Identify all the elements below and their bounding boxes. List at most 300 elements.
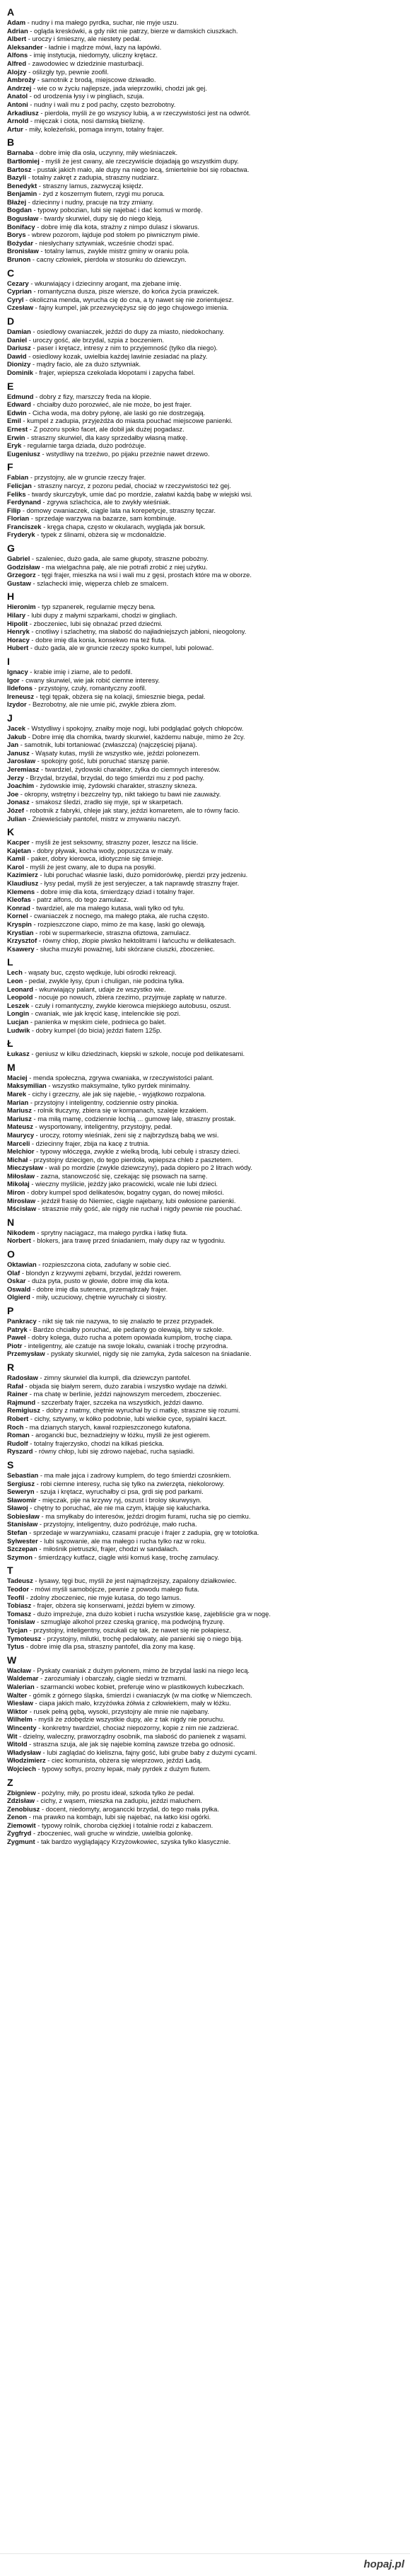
section-letter: D [7,315,15,327]
entry-description: mięczak, pije na krzywy ryj, oszust i broloy skurwysyn. [42,1495,202,1504]
entry-name: Tadeusz [7,1577,33,1585]
entry-name: Kornel [7,912,28,920]
entry-description: jeździł frasię do Niemiec, ciągle najebany, lubi owłosione panienki. [41,1196,236,1205]
letter-section [7,1061,403,1213]
entry-description: wąsaty buc, często wędkuje, lubi ośrodki rekreacji. [28,968,177,977]
name-entry [7,51,403,59]
name-entry [7,782,403,790]
entry-description: twardy skurczybyk, umie dać po mordzie, załatwi każdą babę w wiejski wsi. [31,489,253,498]
entry-name: Olgierd [7,1293,30,1301]
entry-separator: - [37,1373,45,1381]
entry-name: Karol [7,862,24,871]
entry-name: Maurycy [7,1130,35,1139]
entry-separator: - [34,1130,40,1139]
entry-separator: - [28,92,34,100]
section-letter: T [7,1565,13,1577]
entry-separator: - [29,838,36,847]
entry-name: Florian [7,514,30,523]
entry-name: Adrian [7,26,28,35]
entry-separator: - [29,635,36,644]
name-entry [7,506,403,515]
entry-description: szlachecki imię, więperza chleb ze smalcem. [37,579,169,587]
entry-name: Bogdan [7,206,32,214]
name-entry [7,636,403,644]
entry-description: uroczy i śmieszny, ale niestety pedał. [32,35,141,43]
entry-name: Mateusz [7,1122,33,1131]
entry-name: Mieczysław [7,1164,44,1172]
site-watermark[interactable]: hopaj.pl [363,2558,404,2570]
entry-description: pedał, zwykle łysy, ćpun i chuligan, nie podcina tylka. [28,977,184,985]
entry-name: Adam [7,18,26,26]
entry-description: wysportowany, inteligentny, przystojny, pedał. [39,1122,172,1131]
entry-name: Eugeniusz [7,449,40,458]
entry-description: myśli że zdobędzie wszystkie dupy, ale z tak nigdy nie poruchu. [38,1715,225,1724]
name-entry [7,620,403,628]
name-entry [7,1374,403,1382]
name-entry [7,125,403,134]
name-entry [7,287,403,296]
entry-name: Patryk [7,1325,28,1333]
entry-separator: - [38,1674,45,1683]
name-entry [7,1715,403,1724]
entry-separator: - [32,684,39,692]
entry-name: Felicjan [7,481,32,489]
entry-name: Dominik [7,368,33,376]
entry-separator: - [23,977,29,985]
entry-name: Hubert [7,644,29,652]
entry-separator: - [29,1180,36,1188]
letter-section [7,590,403,652]
entry-separator: - [23,862,30,871]
name-entry [7,43,403,52]
entry-separator: - [31,1609,37,1618]
entry-separator: - [28,1017,35,1026]
name-entry [7,92,403,100]
entry-description: przystojny i inteligentny, codziennie ostry pinokia. [34,1098,179,1106]
entry-name: Stefan [7,1528,28,1537]
entry-name: Teofil [7,1593,25,1601]
section-letter: H [7,591,15,603]
entry-name: Emil [7,417,21,425]
entry-name: Kajetan [7,846,31,854]
entry-name: Teodor [7,1585,30,1594]
entry-description: pierdoła, myśli że go wszyscy lubią, a w rzeczywistości jest na odwrót. [45,108,251,117]
entry-description: typowy rolnik, choroba ciężkiej i totalnie rodzi z kabaczem. [41,1821,213,1829]
name-entry [7,1504,403,1512]
name-entry [7,1601,403,1610]
entry-description: Wąsaty kutas, myśli że wszystko wie, jeździ polonezem. [35,748,201,757]
entry-name: Wilhelm [7,1715,33,1724]
name-entry [7,530,403,539]
entry-separator: - [36,1317,43,1325]
section-letter: A [7,6,15,18]
entry-separator: - [37,1520,44,1528]
entry-description: samotnik, lubi tortaniować (zwłaszcza) (najczęściej pijana). [24,741,197,749]
entry-name: Grzegorz [7,571,36,579]
name-entry [7,611,403,620]
entry-name: Albert [7,35,27,43]
entry-separator: - [37,871,45,879]
name-entry [7,1115,403,1123]
name-entry [7,327,403,336]
entry-description: typowy włóczęga, zwykle z wielką brodą, lubi cebulę i straszy dzieci. [40,1147,240,1156]
entry-name: Łukasz [7,1050,30,1058]
entry-name: Walter [7,1690,28,1699]
name-entry [7,1447,403,1456]
entry-name: Ziemowit [7,1821,36,1829]
entry-description: straszna szuja, ale jak się najebie komlną zawsze trzeba go odnosić. [33,1740,235,1748]
entry-description: Wstydliwy i spokojny, znałby moje nogi, lubi podglądać gołych chłopców. [31,724,244,732]
entry-name: Włodzimierz [7,1756,46,1765]
entry-description: geniusz w kilku dziedzinach, kiepski w szkole, nocuje pod delikatesami. [35,1050,245,1058]
entry-separator: - [25,854,31,863]
entry-separator: - [30,1026,36,1034]
letter-section [7,6,403,133]
entry-separator: - [33,368,40,376]
entry-description: zawodowiec w dziedzinie masturbacji. [32,59,144,67]
entry-name: Julian [7,814,27,823]
name-entry [7,1205,403,1213]
name-entry [7,1131,403,1139]
entry-description: dzielny, waleczny, praworządny osobnik, ma słabość do panienek z wąsami. [23,1731,247,1740]
name-entry [7,450,403,458]
entry-name: Anatol [7,92,28,100]
entry-separator: - [28,117,35,125]
name-entry [7,1748,403,1757]
entry-name: Jan [7,741,19,749]
entry-separator: - [35,1838,41,1846]
entry-separator: - [26,59,33,67]
name-entry [7,434,403,442]
entry-name: Stanisław [7,1520,38,1528]
entry-name: Tymoteusz [7,1634,42,1642]
entry-name: Pankracy [7,1317,37,1325]
name-entry [7,1180,403,1188]
entry-separator: - [23,295,30,303]
entry-name: Brunon [7,255,31,264]
entry-description: cacny człowiek, pierdoła w stosunku do dziewczyn. [36,255,187,264]
name-entry [7,1277,403,1285]
entry-description: rolnik tłuczyny, zbiera się w kompanach, szaleje krzakiem. [37,1106,209,1115]
entry-name: Olaf [7,1268,20,1277]
entry-separator: - [28,1504,35,1512]
entry-separator: - [28,26,35,35]
entry-name: Bronisław [7,247,39,255]
name-entry [7,1018,403,1026]
entry-name: Władysław [7,1748,41,1756]
entry-name: Bogusław [7,214,39,223]
entry-description: cichy, z wąsem, mieszka na zadupiu, jeździ maluchem. [40,1797,202,1805]
entry-description: wstydliwy na trzeźwo, po pijaku przeżnie nawet drzewo. [46,449,210,458]
entry-name: Norbert [7,1236,31,1245]
entry-description: spokojny gość, lubi poruchać starszę panie. [41,757,170,765]
name-entry [7,214,403,223]
name-entry [7,239,403,248]
entry-separator: - [26,408,33,417]
entry-separator: - [32,1715,39,1724]
entry-separator: - [29,1009,35,1018]
entry-description: cichy, sztywny, w kółko podobnie, lubi wielkie cyce, sypialni kaczt. [34,1414,227,1422]
name-entry [7,369,403,377]
entry-description: nocuje po nowuch, zbiera rzezimo, przyjmuje zapłatę w naturze. [38,993,227,1002]
entry-separator: - [17,1731,23,1740]
entry-name: Roch [7,1422,24,1431]
entry-description: dobry pływak, kocha wody, popuszcza w mały. [37,846,173,854]
entry-name: Alfred [7,59,27,67]
entry-separator: - [34,944,40,953]
entry-name: Ksawery [7,944,35,953]
entry-description: dobry kolega, dużo rucha a potem opowiada kumplom, trochę ciapa. [31,1333,233,1342]
name-entry [7,1293,403,1301]
entry-separator: - [45,1350,52,1358]
entry-separator: - [37,936,43,945]
entry-description: lubi dupy z małymi szparkami, chodzi w gingliach. [31,611,177,620]
entry-name: Tomasz [7,1609,32,1618]
name-entry [7,1487,403,1496]
entry-separator: - [28,279,35,287]
name-entry [7,1236,403,1245]
entry-description: nudny i wali mu z pod pachy, często bezrobotny. [34,100,176,108]
entry-description: patrz alfons, do tego zamulacz. [37,895,129,904]
name-entry [7,1382,403,1391]
entry-separator: - [18,741,25,749]
name-entry [7,425,403,434]
entry-name: Sobiesław [7,1512,40,1520]
letter-section [7,1248,403,1301]
entry-description: totalny frajerzysko, chodzi na kilkaś pieścka. [34,1439,164,1447]
entry-separator: - [40,1406,47,1415]
entry-description: nudny i ma małego pyrdka, suchar, nie myje uszu. [31,18,179,26]
entry-name: Leopold [7,993,33,1002]
entry-separator: - [34,1682,41,1690]
entry-name: Mikołaj [7,1180,30,1188]
entry-separator: - [34,1147,40,1156]
entry-separator: - [35,1821,42,1829]
entry-description: zdolny zboczeniec, nie myje kutasa, do tego lamus. [30,1593,182,1601]
entry-description: mówi myśli samobójcze, pewnie z powodu małego fiuta. [35,1585,199,1594]
letter-section [7,267,403,312]
name-entry [7,303,403,312]
entry-description: robi w supermarkecie, straszna ofiztowa, zamulacz. [39,928,192,936]
entry-separator: - [25,724,32,732]
entry-name: Kacper [7,838,30,847]
entry-name: Szczepan [7,1545,37,1553]
entry-name: Jeremiasz [7,765,40,773]
letter-section [7,1037,403,1058]
entry-description: typ szpanerek, regularnie męczy bena. [41,603,156,611]
name-entry [7,35,403,43]
name-entry [7,1439,403,1448]
entry-name: Lucjan [7,1017,29,1026]
entry-description: ogląda kreskówki, a gdy nikt nie patrzy, bierze w damskich ciuszkach. [34,26,238,35]
name-entry [7,879,403,888]
entry-description: Brzydal, brzydal, brzydal, do tego śmierdzi mu z pod pachy. [30,773,205,782]
entry-description: menda społeczna, zgrywa cwaniaka, w rzeczywistości palant. [33,1073,214,1081]
entry-name: Edward [7,400,31,409]
entry-separator: - [26,814,33,823]
entry-separator: - [28,1098,35,1106]
entry-description: imię instytucja, niedomyty, uliczny krętacz. [33,51,158,59]
entry-description: myśli że jest seksowny, straszny pozer, leszcz na liście. [35,838,199,847]
entry-name: Wit [7,1731,18,1740]
entry-description: ma chatę w berlinie, jeździ najnowszym mercedem, zboczeniec. [33,1390,222,1398]
entry-name: Krzysztof [7,936,37,945]
name-entry [7,1431,403,1439]
entry-separator: - [43,1164,49,1172]
entry-name: Bartłomiej [7,156,40,165]
section-letter: G [7,543,15,555]
entry-description: frajer, obżera się konserwami, jeździ byłem w zimowy. [37,1601,196,1610]
name-entry [7,977,403,985]
name-entry [7,360,403,369]
entry-separator: - [40,562,46,571]
entry-description: uroczy gość, ale brzydal, szpia z boczeniem. [33,335,164,344]
name-entry [7,579,403,588]
entry-separator: - [39,1512,46,1520]
entry-description: szmuglaje alkohol przez czeską granicę, ma podwójną fryzurę. [40,1618,225,1626]
name-entry [7,1829,403,1838]
entry-name: Bożydar [7,238,33,247]
entry-description: wali po mordzie (zwykle dziewczyny), pada dopiero po 2 litrach wódy. [49,1164,252,1172]
entry-name: Rafał [7,1381,23,1390]
entry-separator: - [20,1268,26,1277]
name-entry [7,1229,403,1237]
letter-section [7,136,403,263]
entry-separator: - [25,231,32,239]
entry-separator: - [27,1325,34,1333]
name-entry [7,1838,403,1846]
entry-separator: - [38,108,45,117]
letter-section [7,1654,403,1773]
entry-name: Ryszard [7,1447,33,1456]
entry-separator: - [33,149,40,157]
entry-separator: - [23,1422,30,1431]
name-entry [7,1553,403,1562]
name-entry [7,847,403,855]
name-entry [7,1789,403,1797]
entry-description: typowy pobozian, lubi się najebać i dać komuś w mordę. [37,206,203,214]
entry-name: Lech [7,968,23,977]
name-entry [7,854,403,863]
entry-separator: - [35,1398,42,1406]
entry-separator: - [29,748,36,757]
name-entry [7,1081,403,1090]
entry-description: ma dzianych starych, kawał rozpieszczonego kutafona. [29,1422,192,1431]
entry-description: tak bardzo wyglądający Krzyżowkowiec, szyska tylko klasycznie. [40,1838,231,1846]
name-entry [7,27,403,35]
name-entry [7,684,403,692]
name-entry [7,815,403,823]
entry-separator: - [40,1748,47,1756]
entry-description: miły, uczuciowy, chętnie wyruchały ci siostry. [36,1293,167,1301]
entry-description: konkretny twardziel, chociaż niepozorny, kopie z nim nie zadzierać. [42,1723,240,1731]
entry-name: Bonifacy [7,222,35,231]
name-entry [7,1333,403,1342]
entry-separator: - [28,51,34,59]
entry-separator: - [33,1447,39,1456]
entry-separator: - [36,1495,43,1504]
entry-name: Ernest [7,424,28,433]
entry-name: Ireneusz [7,692,35,700]
entry-description: ma małe jajca i zadrowy kumplem, do tego śmierdzi czosnkiem. [44,1470,231,1479]
entry-description: od urodzenia łysy i w pingliach, szuja. [33,92,144,100]
entry-name: Alojzy [7,67,27,76]
entry-description: chciałby dużo porozwieć, ale nie może, bo jest frajer. [37,400,192,409]
section-letter: M [7,1061,16,1073]
entry-name: Seweryn [7,1487,35,1496]
entry-name: Kryspin [7,920,32,929]
entry-separator: - [37,1545,44,1553]
entry-name: Godzisław [7,562,40,571]
name-entry [7,1813,403,1821]
entry-description: szarmancki wobec kobiet, preferuje wino w plastikowych kubeczkach. [40,1682,245,1690]
entry-description: słucha muzyki poważnej, lubi skórzane ciuszki, zboczeniec. [40,944,215,953]
name-entry [7,190,403,198]
entry-separator: - [25,1188,31,1197]
entry-name: Jakub [7,732,27,741]
entry-name: Szymon [7,1553,33,1561]
name-entry [7,806,403,815]
entry-name: Oktawian [7,1260,37,1269]
entry-name: Mścisław [7,1205,37,1213]
entry-name: Gabriel [7,555,30,563]
entry-description: Z pozoru spoko facet, ale dobił jak dużej pogadasz. [33,424,184,433]
entry-separator: - [27,1073,34,1081]
entry-name: Edwin [7,408,27,417]
entry-separator: - [29,1050,36,1058]
section-letter: Ł [7,1038,13,1050]
entry-name: Joe [7,789,19,798]
entry-description: paser i krętacz, intresy z nim to przyjemność (tylko dla niego). [37,344,218,352]
entry-description: pustak jakich mało, ale dupy na niego lecą, śmiertelnie boi się robactwa. [37,165,250,173]
entry-description: Bardzo chciałby poruchać, ale pedanty go olewają, bity w szkole. [33,1325,224,1333]
entry-name: Remigiusz [7,1406,40,1415]
entry-name: Cezary [7,279,29,287]
entry-separator: - [29,1585,35,1594]
entry-name: Edmund [7,392,34,400]
entry-description: dobre imię dla konia, konsekwo ma też fiuta. [35,635,166,644]
name-entry [7,344,403,352]
entry-description: zgrywa szlachcica, ale to zwykły wieśniak. [47,498,171,506]
entry-separator: - [39,156,46,165]
entry-description: nikt się tak nie nazywa, to się znalazło te przez przypadek. [42,1317,214,1325]
entry-description: lubi sązowanie, ale ma małego i rucha tylko raz w roku. [44,1536,206,1545]
entry-separator: - [30,895,37,904]
name-entry [7,336,403,344]
name-entry [7,838,403,847]
entry-description: niesłychany sztywniak, wcześnie chodzi spać. [39,238,175,247]
entry-name: Dionizy [7,360,31,369]
entry-description: czuły i romantyczny, zwykle kierowca miejskiego autobusu, oszust. [35,1001,231,1009]
name-entry [7,482,403,490]
entry-name: Zenobiusz [7,1804,40,1813]
entry-description: zazna, stanowczość się, czekając się psowach na sarnę. [40,1171,208,1180]
name-entry [7,912,403,920]
entry-name: Tonislaw [7,1618,35,1626]
name-entry [7,798,403,806]
entry-name: Błażej [7,197,27,206]
entry-separator: - [36,1260,43,1269]
entry-separator: - [28,1707,34,1715]
entry-separator: - [23,124,30,133]
entry-separator: - [35,1618,41,1626]
entry-name: Ludwik [7,1026,30,1034]
entry-description: dobry z matmy, chętnie wyruchał by ci matkę, straszne się rozumi. [46,1406,240,1415]
entry-separator: - [30,1236,37,1245]
name-entry [7,1537,403,1545]
entry-name: Igor [7,675,20,684]
entry-description: przystojny dziecigen, do tego pierdoła, wpiepsza chleb z pasztetem. [33,1155,233,1164]
